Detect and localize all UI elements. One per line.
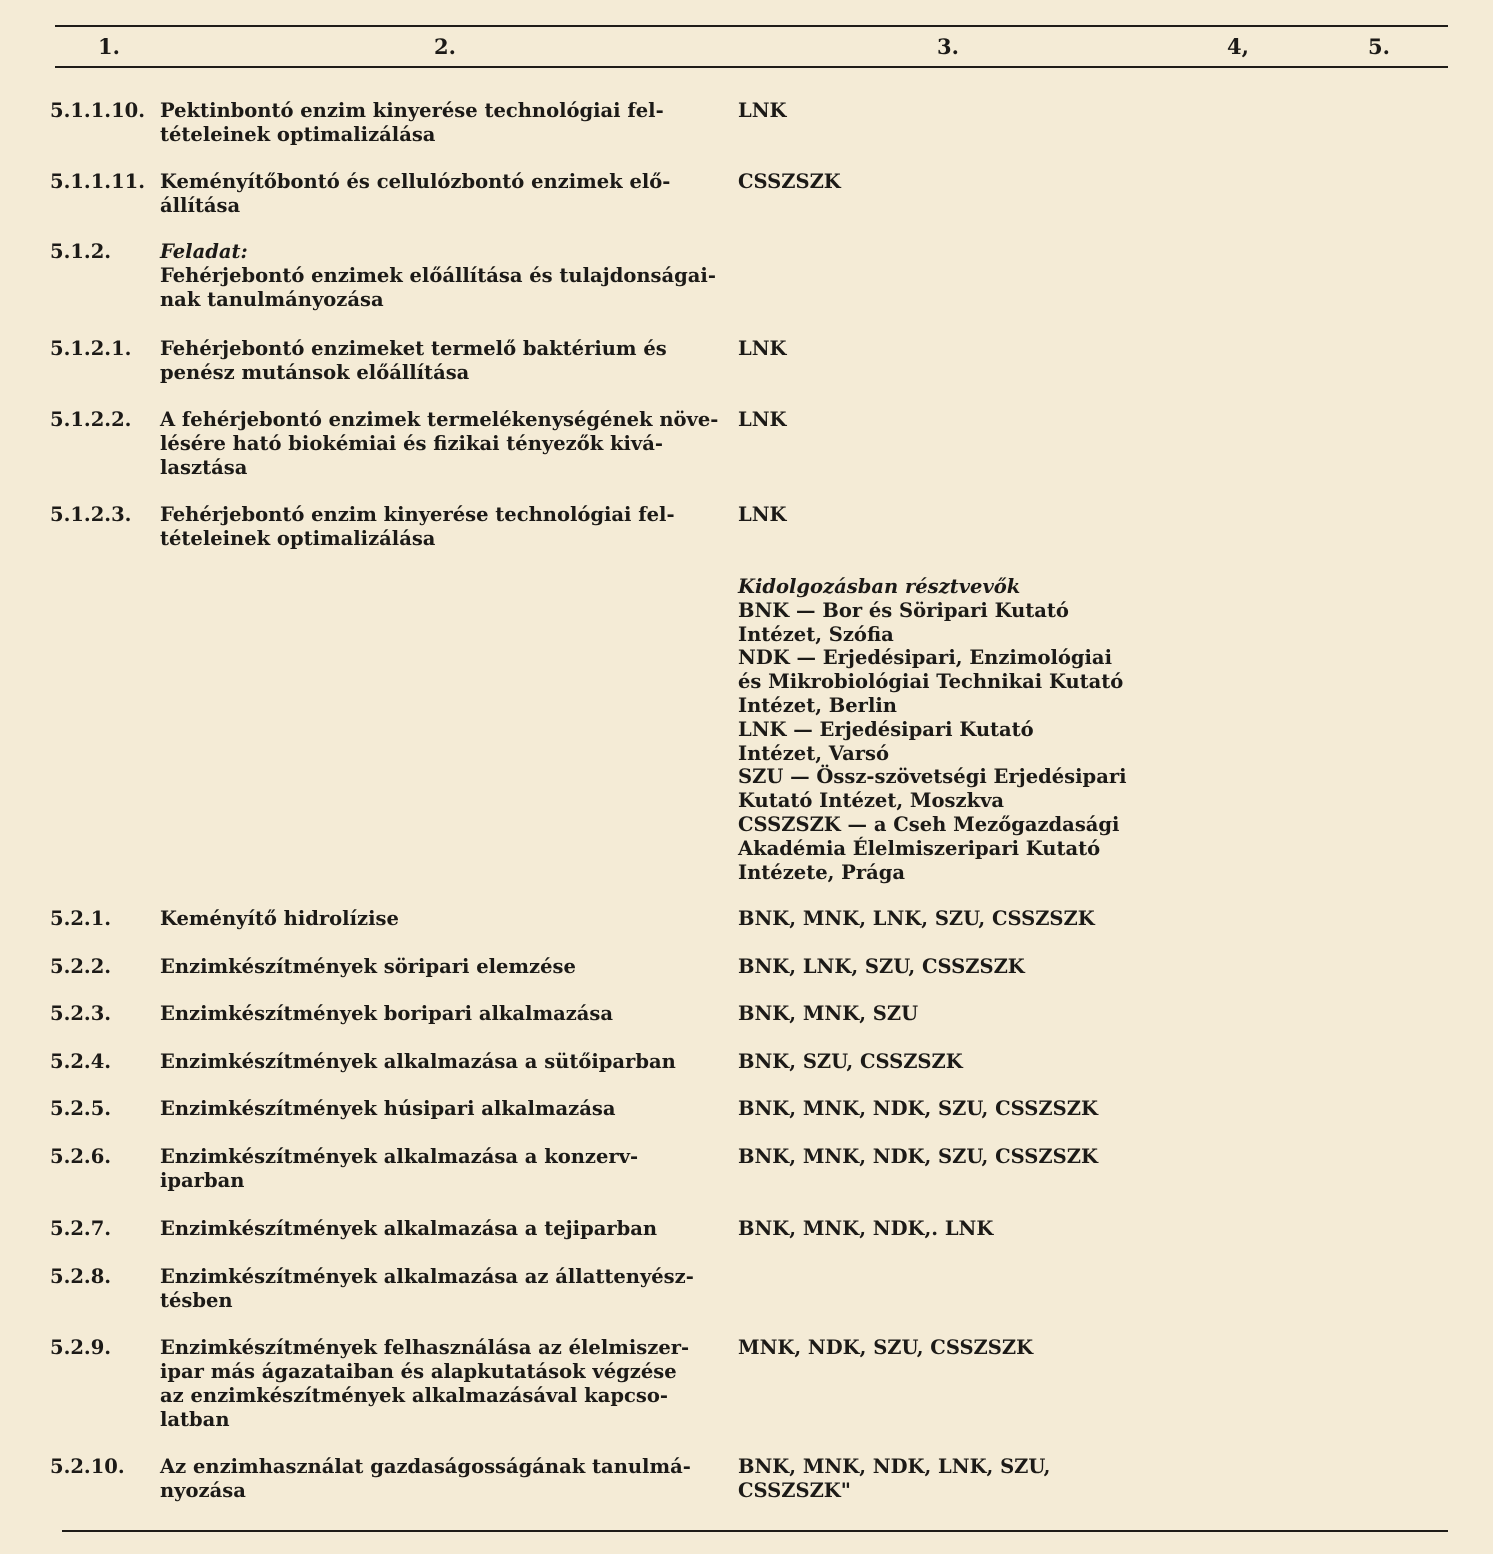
item-institutes-line: BNK, MNK, NDK, SZU, CSSZSZK — [738, 1145, 1098, 1168]
item-title-line: Az enzimhasználat gazdaságosságának tanulmá- — [160, 1455, 691, 1478]
participant-line: Intézet, Berlin — [738, 693, 897, 717]
item-institutes — [738, 1217, 1158, 1241]
item-title-line: Pektinbontó enzim kinyerése technológiai fel- — [160, 99, 664, 122]
item-institutes — [738, 907, 1158, 931]
item-institutes — [738, 337, 1158, 361]
item-title-line: latban — [160, 1408, 230, 1431]
item-institutes-line: BNK, MNK, NDK,. LNK — [738, 1217, 994, 1240]
item-title — [160, 1002, 720, 1026]
item-title — [160, 907, 720, 931]
item-institutes — [738, 1145, 1158, 1169]
item-number: 5.2.2. — [50, 955, 112, 978]
item-title — [160, 1145, 720, 1193]
participants-heading: Kidolgozásban résztvevők — [738, 575, 1021, 598]
item-institutes — [738, 1455, 1158, 1503]
item-title — [160, 503, 720, 551]
participant-line: és Mikrobiológiai Technikai Kutató — [738, 670, 1124, 694]
item-title-line: Enzimkészítmények boripari alkalmazása — [160, 1002, 614, 1025]
column-header-1: 1. — [98, 34, 120, 59]
item-title — [160, 955, 720, 979]
participants-block — [738, 575, 1158, 884]
item-title-line: Fehérjebontó enzimeket termelő baktérium és — [160, 337, 667, 360]
item-title — [160, 170, 720, 218]
item-institutes-line: BNK, MNK, LNK, SZU, CSSZSZK — [738, 907, 1095, 930]
participants-list — [738, 599, 1158, 885]
participant-line: Intézete, Prága — [738, 860, 906, 884]
item-title-line: Enzimkészítmények alkalmazása a sütőiparban — [160, 1050, 676, 1073]
item-title — [160, 1455, 720, 1503]
top-rule — [55, 25, 1448, 27]
item-title-line: tételeinek optimalizálása — [160, 123, 436, 146]
task-label: Feladat: — [160, 240, 248, 263]
item-institutes-line: BNK, SZU, CSSZSZK — [738, 1050, 963, 1073]
item-title — [160, 337, 720, 385]
item-number: 5.1.1.10. — [50, 99, 145, 122]
item-institutes — [738, 503, 1158, 527]
participant-line: SZU — Össz-szövetségi Erjedésipari — [738, 765, 1127, 789]
item-title-line: állítása — [160, 194, 241, 217]
item-institutes-line: CSSZSZK — [738, 170, 841, 193]
item-institutes — [738, 1050, 1158, 1074]
item-title-line: ipar más ágazataiban és alapkutatások végzése — [160, 1360, 677, 1383]
item-title-line: nak tanulmányozása — [160, 288, 384, 311]
item-title-line: Keményítő hidrolízise — [160, 907, 399, 930]
item-title-line: penész mutánsok előállítása — [160, 361, 470, 384]
participant-line: Kutató Intézet, Moszkva — [738, 789, 1005, 813]
item-title-line: Enzimkészítmények söripari elemzése — [160, 955, 576, 978]
column-header-5: 5. — [1368, 34, 1390, 59]
item-institutes-line: CSSZSZK" — [738, 1479, 851, 1502]
item-title-line: Fehérjebontó enzimek előállítása és tulajdonságai- — [160, 264, 716, 287]
item-institutes-line: BNK, LNK, SZU, CSSZSZK — [738, 955, 1025, 978]
item-number: 5.2.1. — [50, 907, 112, 930]
item-title — [160, 1097, 720, 1121]
item-institutes-line: BNK, MNK, NDK, SZU, CSSZSZK — [738, 1097, 1098, 1120]
item-title-line: lésére ható biokémiai és fizikai tényezők kivá- — [160, 432, 663, 455]
item-number: 5.1.2.1. — [50, 337, 132, 360]
item-institutes-line: BNK, MNK, SZU — [738, 1002, 919, 1025]
participant-line: Intézet, Szófia — [738, 622, 894, 646]
item-title-line: tételeinek optimalizálása — [160, 527, 436, 550]
item-institutes — [738, 1097, 1158, 1121]
item-number: 5.2.8. — [50, 1265, 112, 1288]
item-number: 5.1.2.2. — [50, 408, 132, 431]
item-institutes-line: LNK — [738, 337, 787, 360]
item-institutes — [738, 99, 1158, 123]
item-institutes-line: LNK — [738, 99, 787, 122]
item-title-line: Keményítőbontó és cellulózbontó enzimek elő- — [160, 170, 671, 193]
item-number: 5.2.4. — [50, 1050, 112, 1073]
item-title-line: Enzimkészítmények alkalmazása a tejiparban — [160, 1217, 658, 1240]
item-title-line: lasztása — [160, 456, 248, 479]
item-title-line: az enzimkészítmények alkalmazásával kapcso- — [160, 1384, 668, 1407]
item-institutes — [738, 170, 1158, 194]
item-title-line: tésben — [160, 1289, 233, 1312]
item-number: 5.2.10. — [50, 1455, 125, 1478]
participant-line: Intézet, Varsó — [738, 741, 890, 765]
item-institutes — [738, 1002, 1158, 1026]
column-header-2: 2. — [434, 34, 456, 59]
item-title-line: Enzimkészítmények alkalmazása az állattenyész- — [160, 1265, 694, 1288]
participant-line: CSSZSZK — a Cseh Mezőgazdasági — [738, 812, 1120, 836]
item-number: 5.2.9. — [50, 1336, 112, 1359]
item-title-line: iparban — [160, 1169, 245, 1192]
item-number: 5.1.2. — [50, 240, 112, 263]
item-number: 5.2.5. — [50, 1097, 112, 1120]
item-number: 5.2.7. — [50, 1217, 112, 1240]
header-rule — [55, 66, 1448, 68]
item-number: 5.2.3. — [50, 1002, 112, 1025]
item-title-line: Enzimkészítmények alkalmazása a konzerv- — [160, 1145, 639, 1168]
item-title — [160, 1336, 720, 1432]
item-number: 5.1.2.3. — [50, 503, 132, 526]
item-title-line: nyozása — [160, 1479, 246, 1502]
participant-line: LNK — Erjedésipari Kutató — [738, 717, 1034, 741]
column-header-4: 4, — [1227, 34, 1249, 59]
item-number: 5.1.1.11. — [50, 170, 145, 193]
item-title — [160, 408, 720, 480]
item-title — [160, 1217, 720, 1241]
column-header-3: 3. — [937, 34, 959, 59]
item-institutes — [738, 955, 1158, 979]
item-title — [160, 1265, 720, 1313]
item-institutes-line: BNK, MNK, NDK, LNK, SZU, — [738, 1455, 1051, 1478]
participant-line: BNK — Bor és Söripari Kutató — [738, 598, 1069, 622]
item-number: 5.2.6. — [50, 1145, 112, 1168]
item-institutes-line: LNK — [738, 503, 787, 526]
item-institutes — [738, 408, 1158, 432]
bottom-rule — [62, 1530, 1448, 1532]
item-title-line: Enzimkészítmények felhasználása az élelmiszer- — [160, 1336, 690, 1359]
participant-line: Akadémia Élelmiszeripari Kutató — [738, 836, 1101, 860]
item-institutes-line: MNK, NDK, SZU, CSSZSZK — [738, 1336, 1034, 1359]
participant-line: NDK — Erjedésipari, Enzimológiai — [738, 646, 1112, 670]
item-institutes — [738, 1336, 1158, 1360]
item-title-line: Fehérjebontó enzim kinyerése technológiai fel- — [160, 503, 675, 526]
item-title — [160, 240, 720, 312]
item-title-line: A fehérjebontó enzimek termelékenységének növe- — [160, 408, 719, 431]
item-title — [160, 1050, 720, 1074]
item-institutes-line: LNK — [738, 408, 787, 431]
item-title — [160, 99, 720, 147]
item-title-line: Enzimkészítmények húsipari alkalmazása — [160, 1097, 616, 1120]
